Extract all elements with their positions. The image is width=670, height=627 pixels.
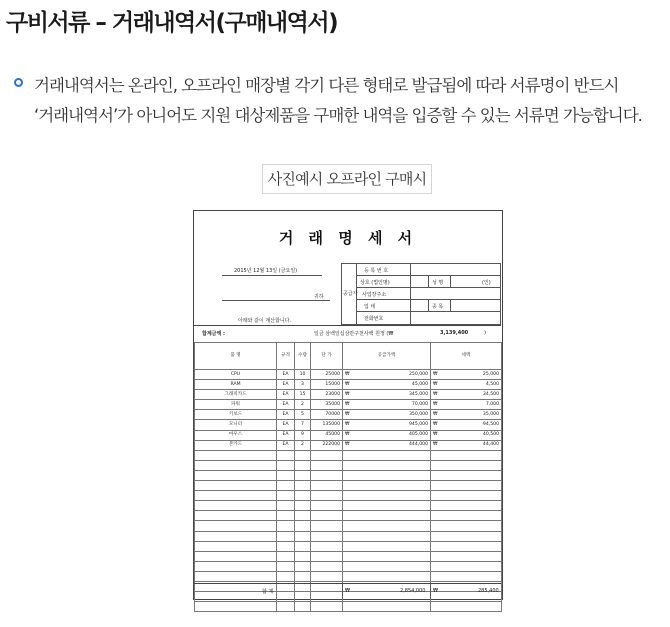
- table-cell-tax: [431, 561, 502, 571]
- table-cell-spec: [277, 521, 295, 531]
- table-cell-name: CPU: [195, 370, 277, 380]
- table-row: [195, 501, 502, 511]
- table-cell-spec: EA: [277, 420, 295, 430]
- table-cell-qty: [295, 470, 311, 480]
- table-cell-supply: [343, 450, 431, 460]
- table-cell-price: 23000: [311, 390, 343, 400]
- circle-bullet-icon: [14, 78, 23, 87]
- table-cell-tax: [431, 571, 502, 581]
- table-cell-supply: [343, 410, 431, 420]
- table-cell-tax: [431, 531, 502, 541]
- table-cell-spec: [277, 571, 295, 581]
- table-header-row: [195, 343, 502, 370]
- table-cell-spec: EA: [277, 400, 295, 410]
- table-cell-price: 25000: [311, 370, 343, 380]
- table-cell-spec: [277, 561, 295, 571]
- table-cell-name: 본카드: [195, 440, 277, 450]
- won-symbol: ₩: [433, 411, 438, 417]
- table-cell-qty: 2: [295, 440, 311, 450]
- table-cell-name: [195, 481, 277, 491]
- table-row: [195, 491, 502, 501]
- page-title: 구비서류 – 거래내역서(구매내역서): [6, 10, 338, 36]
- image-caption: 사진예시 오프라인 구매시: [262, 164, 432, 194]
- table-row: [195, 551, 502, 561]
- table-cell-spec: [277, 450, 295, 460]
- table-row: [195, 410, 502, 420]
- table-cell-name: [195, 491, 277, 501]
- table-cell-qty: [295, 561, 311, 571]
- table-row: [195, 430, 502, 440]
- field-seal: (인): [482, 280, 491, 286]
- table-cell-spec: [277, 481, 295, 491]
- table-row: [195, 380, 502, 390]
- table-cell-supply: [343, 602, 431, 612]
- table-cell-price: [311, 531, 343, 541]
- table-cell-tax: [431, 460, 502, 470]
- table-cell-spec: [277, 491, 295, 501]
- won-symbol: ₩: [345, 401, 350, 407]
- table-row: [195, 460, 502, 470]
- table-cell-price: 135000: [311, 420, 343, 430]
- won-symbol: ₩: [433, 391, 438, 397]
- table-cell-supply: [343, 531, 431, 541]
- table-cell-spec: [277, 602, 295, 612]
- table-cell-qty: [295, 501, 311, 511]
- table-cell-supply: [343, 390, 431, 400]
- table-cell-tax: [431, 430, 502, 440]
- table-cell-name: [195, 501, 277, 511]
- table-cell-price: [311, 541, 343, 551]
- total-korean: 일금 삼백일십삼만구천사백 원정 (₩: [314, 331, 394, 337]
- table-cell-price: [311, 450, 343, 460]
- field-reg-no: 등 록 번 호: [364, 268, 389, 274]
- table-cell-price: 35000: [311, 400, 343, 410]
- table-cell-supply: [343, 571, 431, 581]
- table-row: [195, 602, 502, 612]
- table-row: [195, 370, 502, 380]
- table-cell-tax: [431, 380, 502, 390]
- won-symbol: ₩: [433, 381, 438, 387]
- field-phone: 전화번호: [364, 316, 384, 322]
- table-cell-tax: [431, 602, 502, 612]
- table-cell-tax: [431, 450, 502, 460]
- table-cell-tax: [431, 551, 502, 561]
- receipt-document: [193, 210, 503, 600]
- table-cell-price: 15000: [311, 380, 343, 390]
- table-cell-supply: [343, 420, 431, 430]
- table-cell-qty: 15: [295, 390, 311, 400]
- table-cell-tax: [431, 390, 502, 400]
- total-row-label: 합 계: [262, 589, 274, 595]
- table-cell-name: [195, 470, 277, 480]
- table-cell-supply: [343, 430, 431, 440]
- column-header: 세액: [431, 343, 502, 370]
- table-cell-spec: EA: [277, 380, 295, 390]
- won-symbol: ₩: [433, 371, 438, 377]
- field-company: 상호 (법인명): [360, 280, 390, 286]
- table-cell-name: [195, 561, 277, 571]
- recipient-suffix: 귀하: [314, 294, 324, 300]
- table-cell-price: [311, 491, 343, 501]
- amount-value: 34,500: [482, 391, 499, 397]
- table-row: [195, 571, 502, 581]
- amount-value: 444,000: [409, 442, 428, 448]
- description-line-1: 거래내역서는 온라인, 오프라인 매장별 각기 다른 형태로 발급됨에 따라 서류명이 반드시: [34, 76, 619, 95]
- table-cell-name: [195, 450, 277, 460]
- won-symbol: ₩: [345, 411, 350, 417]
- table-cell-supply: [343, 440, 431, 450]
- table-cell-qty: [295, 541, 311, 551]
- table-cell-supply: [343, 470, 431, 480]
- table-cell-spec: [277, 541, 295, 551]
- table-cell-supply: [343, 481, 431, 491]
- table-cell-qty: 2: [295, 400, 311, 410]
- table-row: [195, 521, 502, 531]
- table-cell-qty: [295, 481, 311, 491]
- table-cell-name: [195, 511, 277, 521]
- table-cell-name: 그래픽카드: [195, 390, 277, 400]
- table-cell-tax: [431, 521, 502, 531]
- table-cell-spec: [277, 460, 295, 470]
- won-symbol: ₩: [433, 432, 438, 438]
- table-cell-supply: [343, 380, 431, 390]
- amount-value: 350,000: [409, 411, 428, 417]
- table-cell-tax: [431, 470, 502, 480]
- table-cell-tax: [431, 501, 502, 511]
- table-cell-price: 45000: [311, 430, 343, 440]
- won-symbol: ₩: [345, 391, 350, 397]
- table-cell-tax: [431, 491, 502, 501]
- table-row: [195, 470, 502, 480]
- table-cell-qty: [295, 571, 311, 581]
- table-cell-tax: [431, 410, 502, 420]
- total-row: [194, 583, 501, 599]
- supplier-box: [341, 263, 501, 325]
- table-cell-qty: 3: [295, 380, 311, 390]
- table-cell-price: [311, 501, 343, 511]
- recipient-underline: [222, 300, 330, 301]
- total-amount: 3,139,400: [440, 330, 469, 336]
- column-header: 품 명: [195, 343, 277, 370]
- table-cell-name: [195, 541, 277, 551]
- won-symbol: ₩: [433, 422, 438, 428]
- total-label: 합계금액 :: [202, 331, 226, 337]
- amount-value: 40,500: [482, 432, 499, 438]
- table-cell-tax: [431, 400, 502, 410]
- table-cell-spec: [277, 511, 295, 521]
- table-cell-price: [311, 511, 343, 521]
- receipt-intro: 아래와 같이 계산합니다.: [238, 318, 292, 324]
- supplier-side-label: 공급자: [343, 291, 358, 297]
- table-cell-spec: EA: [277, 410, 295, 420]
- table-cell-tax: [431, 481, 502, 491]
- amount-value: 25,000: [482, 371, 499, 377]
- table-cell-name: 파워: [195, 400, 277, 410]
- table-cell-name: [195, 602, 277, 612]
- table-row: [195, 531, 502, 541]
- table-row: [195, 481, 502, 491]
- amount-value: 250,000: [409, 371, 428, 377]
- table-cell-spec: [277, 470, 295, 480]
- field-name: 성 명: [432, 280, 444, 286]
- table-cell-name: [195, 460, 277, 470]
- table-cell-name: 마우스: [195, 430, 277, 440]
- total-row-supply-symbol: ₩: [345, 588, 350, 594]
- table-cell-tax: [431, 511, 502, 521]
- date-underline: [222, 275, 322, 276]
- description-line-2: ‘거래내역서’가 아니어도 지원 대상제품을 구매한 내역을 입증할 수 있는 서류면 가능합니다.: [34, 106, 642, 125]
- amount-value: 45,000: [411, 381, 428, 387]
- total-row-supply: 2,854,000: [400, 588, 426, 594]
- table-row: [195, 561, 502, 571]
- table-cell-name: [195, 531, 277, 541]
- table-cell-qty: [295, 450, 311, 460]
- table-cell-price: [311, 561, 343, 571]
- table-row: [195, 541, 502, 551]
- amount-value: 345,000: [409, 391, 428, 397]
- table-cell-name: [195, 551, 277, 561]
- won-symbol: ₩: [345, 432, 350, 438]
- table-cell-name: [195, 571, 277, 581]
- table-cell-supply: [343, 491, 431, 501]
- table-cell-qty: [295, 460, 311, 470]
- amount-value: 94,500: [482, 422, 499, 428]
- table-cell-name: [195, 521, 277, 531]
- amount-value: 35,000: [482, 411, 499, 417]
- won-symbol: ₩: [345, 371, 350, 377]
- table-cell-price: [311, 602, 343, 612]
- table-cell-spec: EA: [277, 430, 295, 440]
- table-cell-price: [311, 481, 343, 491]
- table-cell-qty: 5: [295, 410, 311, 420]
- table-cell-spec: EA: [277, 390, 295, 400]
- table-cell-supply: [343, 511, 431, 521]
- field-business-type: 업 태: [364, 304, 376, 310]
- table-cell-qty: [295, 602, 311, 612]
- table-cell-tax: [431, 440, 502, 450]
- table-cell-tax: [431, 370, 502, 380]
- table-cell-qty: [295, 511, 311, 521]
- won-symbol: ₩: [433, 401, 438, 407]
- column-header: 규격: [277, 343, 295, 370]
- table-cell-name: 키보드: [195, 410, 277, 420]
- table-cell-supply: [343, 400, 431, 410]
- table-cell-price: [311, 571, 343, 581]
- table-cell-supply: [343, 521, 431, 531]
- table-cell-tax: [431, 541, 502, 551]
- table-cell-price: [311, 470, 343, 480]
- table-cell-supply: [343, 541, 431, 551]
- won-symbol: ₩: [433, 442, 438, 448]
- amount-value: 70,000: [411, 401, 428, 407]
- table-cell-spec: EA: [277, 440, 295, 450]
- table-cell-price: 222000: [311, 440, 343, 450]
- receipt-title: 거 래 명 세 서: [278, 229, 418, 247]
- items-table: [194, 342, 502, 612]
- table-cell-spec: [277, 501, 295, 511]
- table-row: [195, 450, 502, 460]
- table-row: [195, 511, 502, 521]
- total-row-tax: 285,400: [478, 588, 499, 594]
- amount-value: 945,000: [409, 422, 428, 428]
- table-row: [195, 440, 502, 450]
- amount-value: 44,400: [482, 442, 499, 448]
- receipt-date: 2015년 12월 13일 (금요일): [234, 268, 298, 274]
- table-cell-spec: [277, 551, 295, 561]
- table-cell-qty: [295, 491, 311, 501]
- total-row-tax-symbol: ₩: [433, 588, 438, 594]
- column-header: 공급가액: [343, 343, 431, 370]
- table-cell-qty: [295, 531, 311, 541]
- table-cell-spec: [277, 531, 295, 541]
- table-cell-qty: 7: [295, 420, 311, 430]
- table-cell-supply: [343, 501, 431, 511]
- table-cell-qty: 10: [295, 370, 311, 380]
- won-symbol: ₩: [345, 381, 350, 387]
- table-row: [195, 390, 502, 400]
- won-symbol: ₩: [345, 422, 350, 428]
- column-header: 단 가: [311, 343, 343, 370]
- column-header: 수량: [295, 343, 311, 370]
- table-row: [195, 420, 502, 430]
- table-cell-name: RAM: [195, 380, 277, 390]
- table-cell-qty: 9: [295, 430, 311, 440]
- table-cell-spec: EA: [277, 370, 295, 380]
- total-close: ): [484, 330, 486, 336]
- table-cell-name: 모니터: [195, 420, 277, 430]
- amount-value: 7,000: [485, 401, 499, 407]
- field-item-type: 종 목: [432, 304, 444, 310]
- table-cell-price: [311, 521, 343, 531]
- table-cell-supply: [343, 370, 431, 380]
- table-cell-qty: [295, 551, 311, 561]
- table-cell-supply: [343, 460, 431, 470]
- amount-value: 4,500: [485, 381, 499, 387]
- table-row: [195, 400, 502, 410]
- table-cell-tax: [431, 420, 502, 430]
- won-symbol: ₩: [345, 442, 350, 448]
- table-cell-price: [311, 551, 343, 561]
- table-cell-qty: [295, 521, 311, 531]
- table-cell-price: 70000: [311, 410, 343, 420]
- table-cell-supply: [343, 551, 431, 561]
- field-address: 사업장주소: [362, 292, 387, 298]
- table-cell-price: [311, 460, 343, 470]
- table-cell-supply: [343, 561, 431, 571]
- amount-value: 405,000: [409, 432, 428, 438]
